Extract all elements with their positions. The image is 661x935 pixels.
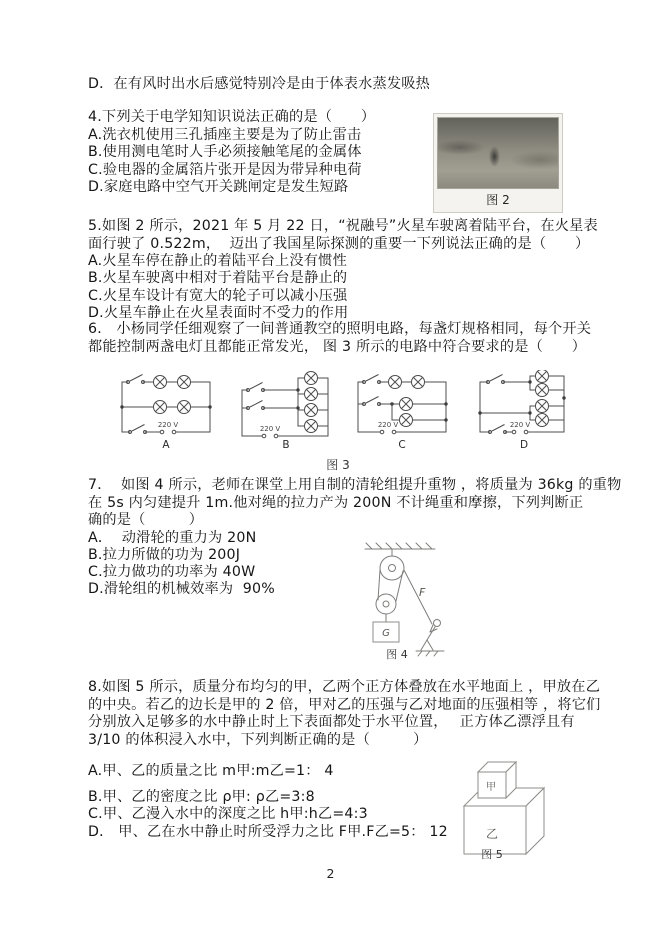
cube-top-label: 甲 [486, 782, 496, 793]
question-8-stem-line-1: 8.如图 5 所示，质量分布均匀的甲，乙两个正方体叠放在水平地面上 ，甲放在乙 [88, 679, 601, 695]
lamp-icon [178, 376, 191, 389]
question-6-stem-line-1: 6． 小杨同学任细观察了一间普通教空的照明电路，每盏灯规格相同，每个开关 [88, 321, 592, 337]
switch-icon [127, 375, 145, 384]
figure-5-caption: 图 5 [481, 848, 503, 860]
switch-icon [487, 375, 505, 384]
circuit-c-diagram [352, 370, 452, 450]
fixed-pulley-icon [380, 556, 404, 580]
question-7-stem-line-1: 7． 如图 4 所示，老师在课堂上用自制的清轮组提升重物 ，将质量为 36kg 的重物 [88, 477, 622, 493]
voltage-label: 220 V [259, 425, 281, 433]
lamp-icon [305, 372, 318, 385]
lamp-icon [536, 400, 549, 413]
circuit-a-diagram [116, 370, 216, 450]
lamp-icon [536, 414, 549, 427]
figure-4-caption: 图 4 [386, 648, 408, 660]
question-8-option-d: D． 甲、乙在水中静止时所受浮力之比 F甲.F乙=5： 12 [88, 824, 448, 840]
question-5-option-c: C.火星车设计有宽大的轮子可以减小压强 [88, 288, 348, 304]
voltage-label: 220 V [377, 421, 399, 429]
weight-label: G [382, 628, 390, 639]
figure-5-cubes-diagram [446, 756, 560, 860]
question-8-option-b: B.甲、乙的密度之比 ρ甲: ρ乙=3:8 [88, 789, 315, 805]
switch-icon [363, 397, 381, 406]
lamp-icon [400, 414, 413, 427]
question-8-stem-line-2: 的中央。若乙的边长是甲的 2 倍，甲对乙的压强与乙对地面的压强相等 ，将它们 [88, 697, 601, 713]
question-7-stem-line-3: 确的是（ ） [88, 512, 204, 528]
source-terminals-icon [380, 430, 396, 434]
question-8-stem-line-4: 3/10 的体积浸入水中，下列判断正确的是（ ） [88, 732, 428, 748]
question-6-stem-line-2: 都能控制两盏电灯且都能正常发光， 图 3 所示的电路中符合要求的是（ ） [88, 339, 587, 355]
question-7-option-a: A． 动滑轮的重力为 20N [88, 530, 257, 546]
switch-icon [489, 425, 507, 434]
lamp-icon [178, 401, 191, 414]
lamp-icon [536, 370, 549, 383]
force-label: F [419, 586, 426, 599]
lamp-icon [536, 384, 549, 397]
cube-bottom-label: 乙 [485, 827, 499, 841]
question-4-option-a: A.洗衣机使用三孔插座主要是为了防止雷击 [88, 127, 362, 143]
lamp-icon [412, 376, 425, 389]
page-number: 2 [326, 866, 335, 881]
source-terminals-icon [262, 434, 278, 438]
lamp-icon [389, 376, 402, 389]
switch-icon [129, 425, 147, 434]
circuit-c-label: C [398, 439, 406, 450]
switch-icon [247, 401, 265, 410]
figure-3 [112, 370, 612, 470]
question-7-option-b: B.拉力所做的功为 200J [88, 547, 241, 563]
lamp-icon [305, 420, 318, 433]
question-4-option-d: D.家庭电路中空气开关跳闸定是发生短路 [88, 179, 349, 195]
voltage-label: 220 V [509, 421, 531, 429]
switch-icon [363, 375, 381, 384]
figure-2 [433, 113, 563, 213]
lamp-icon [400, 398, 413, 411]
movable-pulley-icon [376, 594, 396, 614]
circuit-d-label: D [519, 439, 529, 450]
circuit-b-diagram [236, 370, 336, 450]
question-5-option-d: D.火星车静止在火星表面时不受力的作用 [88, 305, 349, 321]
question-5-stem-line-2: 面行驶了 0.522m， 迈出了我国星际探测的重要一下列说法正确的是（ ） [88, 236, 590, 252]
source-terminals-icon [160, 430, 176, 434]
question-8-stem-line-3: 分别放入足够多的水中静止时上下表面都处于水平位置， 正方体乙漂浮且有 [88, 714, 575, 730]
mars-rover-photo [437, 117, 559, 189]
question-7-option-c: C.拉力做功的功率为 40W [88, 564, 256, 580]
figure-2-caption: 图 2 [486, 193, 510, 207]
question-5-option-a: A.火星车停在静止的着陆平台上没有惯性 [88, 253, 347, 269]
lamp-icon [305, 404, 318, 417]
figure-4-pulley-diagram [340, 540, 470, 660]
question-4-option-b: B.使用测电笔时人手必须接触笔尾的金属体 [88, 144, 362, 160]
circuit-b-label: B [282, 439, 290, 450]
lamp-icon [154, 376, 167, 389]
question-5-stem-line-1: 5.如图 2 所示，2021 年 5 月 22 日，“祝融号”火星车驶离着陆平台，在火星表 [88, 218, 598, 234]
question-5-option-b: B.火星车驶离中相对于着陆平台是静止的 [88, 270, 348, 286]
question-7-stem-line-2: 在 5s 内匀建提升 1m.他对绳的拉力产为 200N 不计绳重和摩擦，下列判断正 [88, 495, 584, 511]
lamp-icon [305, 388, 318, 401]
question-8-option-a: A.甲、乙的质量之比 m甲:m乙=1： 4 [88, 763, 334, 779]
source-terminals-icon [512, 430, 528, 434]
question-8-option-c: C.甲、乙漫入水中的深度之比 h甲:h乙=4:3 [88, 806, 368, 822]
figure-3-caption: 图 3 [326, 458, 350, 472]
switch-icon [247, 383, 265, 392]
circuit-a-label: A [162, 439, 170, 450]
voltage-label: 220 V [157, 421, 179, 429]
question-3-option-d: D．在有风时出水后感觉特别冷是由于体表水蒸发吸热 [88, 76, 431, 92]
lamp-icon [154, 401, 167, 414]
question-4-option-c: C.验电器的金属箔片张开是因为带异种电荷 [88, 162, 362, 178]
person-figure [434, 620, 441, 627]
question-4-stem: 4.下列关于电学知知识说法正确的是（ ） [88, 109, 376, 125]
question-7-option-d: D.滑轮组的机械效率为 90% [88, 581, 275, 597]
circuit-d-diagram [474, 370, 574, 450]
